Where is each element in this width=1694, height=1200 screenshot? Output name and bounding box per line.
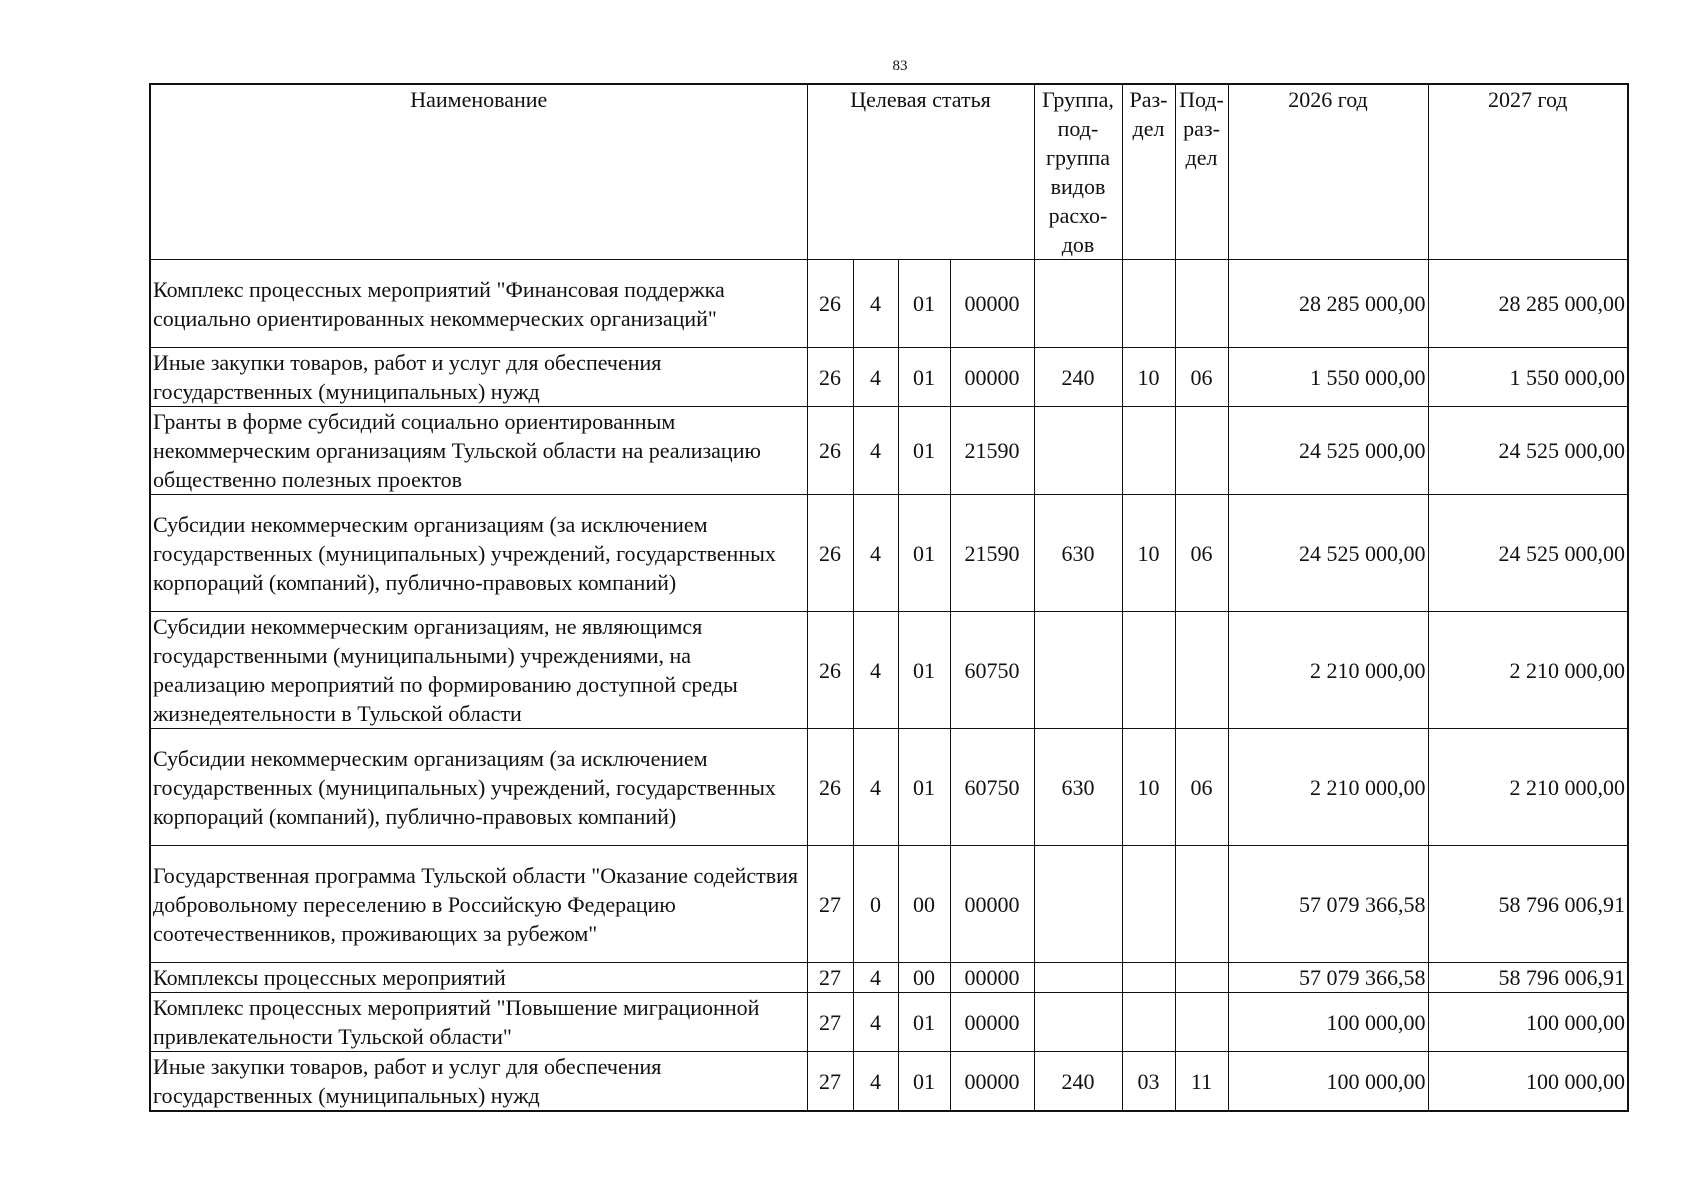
section-cell xyxy=(1122,407,1175,495)
subsection-cell: 06 xyxy=(1175,348,1228,407)
target-code-1-cell: 27 xyxy=(807,1052,853,1112)
header-year-2027: 2027 год xyxy=(1428,84,1628,260)
header-subsection: Под-раз-дел xyxy=(1175,84,1228,260)
table-row xyxy=(150,1052,1628,1112)
amount-2026-cell: 28 285 000,00 xyxy=(1228,260,1428,348)
target-code-1-cell: 26 xyxy=(807,729,853,846)
target-code-4-cell: 60750 xyxy=(950,729,1034,846)
amount-2027-cell: 2 210 000,00 xyxy=(1428,729,1628,846)
target-code-3-cell: 01 xyxy=(898,993,950,1052)
section-cell xyxy=(1122,260,1175,348)
table-row xyxy=(150,407,1628,495)
target-code-4-cell: 21590 xyxy=(950,495,1034,612)
target-code-2-cell: 4 xyxy=(853,612,898,729)
section-cell: 03 xyxy=(1122,1052,1175,1112)
page-number: 83 xyxy=(892,58,908,74)
section-cell xyxy=(1122,963,1175,993)
row-name-cell: Субсидии некоммерческим организациям (за исключением государственных (муниципальных) учреждений, государственных корпораций (компаний), публично-правовых компаний) xyxy=(150,495,807,612)
row-name-cell: Иные закупки товаров, работ и услуг для обеспечения государственных (муниципальных) нужд xyxy=(150,1052,807,1112)
target-code-3-cell: 01 xyxy=(898,1052,950,1112)
target-code-4-cell: 00000 xyxy=(950,260,1034,348)
amount-2026-cell: 2 210 000,00 xyxy=(1228,729,1428,846)
target-code-1-cell: 26 xyxy=(807,495,853,612)
header-row xyxy=(150,84,1628,260)
section-cell: 10 xyxy=(1122,729,1175,846)
header-target-article: Целевая статья xyxy=(807,84,1034,260)
subsection-cell: 06 xyxy=(1175,495,1228,612)
table-row xyxy=(150,993,1628,1052)
row-name-cell: Комплекс процессных мероприятий "Финансовая поддержка социально ориентированных некоммерческих организаций" xyxy=(150,260,807,348)
expense-group-cell xyxy=(1034,846,1122,963)
section-cell xyxy=(1122,993,1175,1052)
target-code-3-cell: 00 xyxy=(898,846,950,963)
target-code-2-cell: 4 xyxy=(853,260,898,348)
section-cell: 10 xyxy=(1122,348,1175,407)
expense-group-cell: 630 xyxy=(1034,495,1122,612)
target-code-3-cell: 01 xyxy=(898,612,950,729)
table-body xyxy=(150,260,1628,1112)
header-name: Наименование xyxy=(150,84,807,260)
amount-2027-cell: 28 285 000,00 xyxy=(1428,260,1628,348)
table-row xyxy=(150,729,1628,846)
target-code-4-cell: 00000 xyxy=(950,993,1034,1052)
amount-2027-cell: 58 796 006,91 xyxy=(1428,963,1628,993)
row-name-cell: Комплексы процессных мероприятий xyxy=(150,963,807,993)
target-code-1-cell: 27 xyxy=(807,993,853,1052)
section-cell xyxy=(1122,846,1175,963)
target-code-2-cell: 0 xyxy=(853,846,898,963)
table-row xyxy=(150,260,1628,348)
expense-group-cell: 240 xyxy=(1034,1052,1122,1112)
expense-group-cell xyxy=(1034,260,1122,348)
target-code-2-cell: 4 xyxy=(853,993,898,1052)
amount-2026-cell: 1 550 000,00 xyxy=(1228,348,1428,407)
amount-2027-cell: 58 796 006,91 xyxy=(1428,846,1628,963)
target-code-2-cell: 4 xyxy=(853,1052,898,1112)
subsection-cell xyxy=(1175,963,1228,993)
target-code-2-cell: 4 xyxy=(853,495,898,612)
subsection-cell xyxy=(1175,846,1228,963)
table-row xyxy=(150,963,1628,993)
subsection-cell xyxy=(1175,612,1228,729)
target-code-3-cell: 01 xyxy=(898,495,950,612)
expense-group-cell xyxy=(1034,963,1122,993)
target-code-1-cell: 27 xyxy=(807,963,853,993)
subsection-cell xyxy=(1175,407,1228,495)
subsection-cell: 06 xyxy=(1175,729,1228,846)
expense-group-cell: 630 xyxy=(1034,729,1122,846)
amount-2026-cell: 100 000,00 xyxy=(1228,993,1428,1052)
target-code-4-cell: 00000 xyxy=(950,963,1034,993)
amount-2026-cell: 2 210 000,00 xyxy=(1228,612,1428,729)
target-code-4-cell: 21590 xyxy=(950,407,1034,495)
target-code-1-cell: 26 xyxy=(807,407,853,495)
amount-2027-cell: 2 210 000,00 xyxy=(1428,612,1628,729)
target-code-1-cell: 26 xyxy=(807,612,853,729)
expense-group-cell xyxy=(1034,612,1122,729)
table-row xyxy=(150,348,1628,407)
amount-2027-cell: 1 550 000,00 xyxy=(1428,348,1628,407)
target-code-2-cell: 4 xyxy=(853,963,898,993)
target-code-2-cell: 4 xyxy=(853,729,898,846)
target-code-2-cell: 4 xyxy=(853,348,898,407)
expense-group-cell xyxy=(1034,407,1122,495)
section-cell: 10 xyxy=(1122,495,1175,612)
target-code-2-cell: 4 xyxy=(853,407,898,495)
target-code-1-cell: 26 xyxy=(807,348,853,407)
subsection-cell xyxy=(1175,993,1228,1052)
row-name-cell: Субсидии некоммерческим организациям, не являющимся государственными (муниципальными) учреждениями, на реализацию мероприятий по формированию доступной среды жизнедеятельности в Тульской области xyxy=(150,612,807,729)
target-code-4-cell: 00000 xyxy=(950,1052,1034,1112)
amount-2027-cell: 24 525 000,00 xyxy=(1428,495,1628,612)
amount-2026-cell: 57 079 366,58 xyxy=(1228,846,1428,963)
subsection-cell xyxy=(1175,260,1228,348)
header-expense-group: Группа, под-группа видов расхо-дов xyxy=(1034,84,1122,260)
target-code-4-cell: 60750 xyxy=(950,612,1034,729)
header-year-2026: 2026 год xyxy=(1228,84,1428,260)
target-code-3-cell: 01 xyxy=(898,729,950,846)
amount-2026-cell: 24 525 000,00 xyxy=(1228,495,1428,612)
expense-group-cell: 240 xyxy=(1034,348,1122,407)
target-code-3-cell: 00 xyxy=(898,963,950,993)
table-row xyxy=(150,846,1628,963)
target-code-1-cell: 27 xyxy=(807,846,853,963)
amount-2027-cell: 100 000,00 xyxy=(1428,1052,1628,1112)
row-name-cell: Иные закупки товаров, работ и услуг для обеспечения государственных (муниципальных) нужд xyxy=(150,348,807,407)
target-code-3-cell: 01 xyxy=(898,260,950,348)
table-row xyxy=(150,495,1628,612)
row-name-cell: Субсидии некоммерческим организациям (за исключением государственных (муниципальных) учреждений, государственных корпораций (компаний), публично-правовых компаний) xyxy=(150,729,807,846)
subsection-cell: 11 xyxy=(1175,1052,1228,1112)
expense-group-cell xyxy=(1034,993,1122,1052)
target-code-4-cell: 00000 xyxy=(950,846,1034,963)
amount-2026-cell: 100 000,00 xyxy=(1228,1052,1428,1112)
row-name-cell: Гранты в форме субсидий социально ориентированным некоммерческим организациям Тульской области на реализацию общественно полезных проектов xyxy=(150,407,807,495)
target-code-3-cell: 01 xyxy=(898,407,950,495)
header-section: Раз-дел xyxy=(1122,84,1175,260)
amount-2026-cell: 24 525 000,00 xyxy=(1228,407,1428,495)
target-code-4-cell: 00000 xyxy=(950,348,1034,407)
section-cell xyxy=(1122,612,1175,729)
target-code-3-cell: 01 xyxy=(898,348,950,407)
amount-2026-cell: 57 079 366,58 xyxy=(1228,963,1428,993)
row-name-cell: Комплекс процессных мероприятий "Повышение миграционной привлекательности Тульской области" xyxy=(150,993,807,1052)
table-row xyxy=(150,612,1628,729)
amount-2027-cell: 100 000,00 xyxy=(1428,993,1628,1052)
budget-table xyxy=(149,83,1629,1112)
target-code-1-cell: 26 xyxy=(807,260,853,348)
row-name-cell: Государственная программа Тульской области "Оказание содействия добровольному переселению в Российскую Федерацию соотечественников, проживающих за рубежом" xyxy=(150,846,807,963)
amount-2027-cell: 24 525 000,00 xyxy=(1428,407,1628,495)
